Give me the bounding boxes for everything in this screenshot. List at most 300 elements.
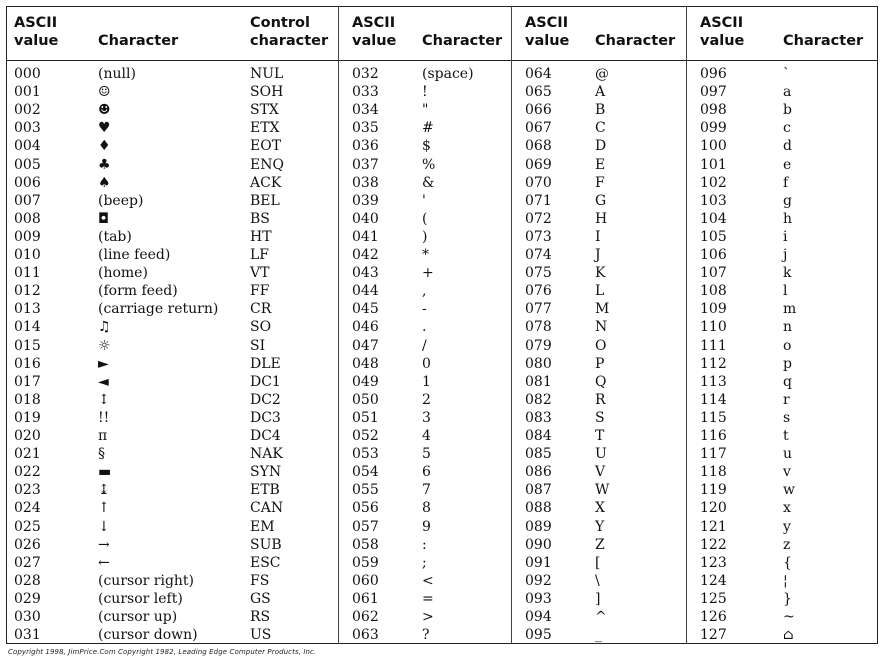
ascii-value: 091 [525, 554, 552, 571]
character: ▬ [98, 464, 112, 481]
control-character: BS [250, 210, 270, 227]
ascii-value: 087 [525, 482, 552, 499]
ascii-value: 076 [525, 283, 552, 300]
character: J [595, 247, 601, 263]
character: 7 [422, 482, 431, 499]
ascii-value: 123 [700, 554, 727, 571]
character: 0 [422, 355, 431, 372]
ascii-value: 115 [700, 409, 727, 426]
control-character: DC1 [250, 373, 281, 390]
ascii-value: 098 [700, 102, 727, 119]
character: (cursor right) [98, 572, 195, 589]
character: q [783, 373, 792, 390]
character: ⌂ [783, 627, 794, 644]
character: 5 [422, 446, 431, 463]
control-character: SI [250, 337, 266, 354]
ascii-value: 083 [525, 409, 552, 426]
control-character: DLE [250, 355, 281, 372]
ascii-value: 009 [14, 228, 41, 245]
ascii-value: 108 [700, 283, 727, 300]
column-divider [338, 6, 339, 644]
ascii-value: 051 [352, 409, 379, 426]
character: ^ [595, 609, 607, 625]
ascii-value: 007 [14, 192, 41, 209]
ascii-value: 033 [352, 84, 379, 101]
ascii-value: 050 [352, 391, 379, 408]
character: d [783, 138, 792, 155]
character: (cursor up) [98, 609, 178, 625]
header-ascii-bottom: value [14, 33, 59, 49]
character: > [422, 609, 434, 625]
character: ( [422, 210, 428, 227]
ascii-value: 122 [700, 536, 727, 553]
ascii-value: 040 [352, 210, 379, 227]
ascii-value: 028 [14, 572, 41, 589]
header-ascii-top: ASCII [700, 15, 744, 31]
character: (space) [422, 66, 474, 82]
ascii-value: 002 [14, 102, 41, 119]
character: D [595, 138, 607, 155]
character: $ [422, 138, 431, 155]
character: 9 [422, 518, 431, 535]
ascii-value: 104 [700, 210, 727, 227]
control-character: ETB [250, 482, 280, 499]
ascii-value: 056 [352, 500, 379, 517]
ascii-value: 048 [352, 355, 379, 372]
character: ~ [783, 609, 795, 625]
ascii-value: 070 [525, 174, 552, 191]
control-character: FS [250, 572, 270, 589]
character: { [783, 554, 792, 571]
copyright-footer: Copyright 1998, JimPrice.Com Copyright 1982, Leading Edge Computer Products, Inc. [8, 648, 317, 656]
ascii-table-frame [6, 6, 878, 644]
ascii-value: 055 [352, 482, 379, 499]
character: ↓ [98, 518, 110, 535]
character: l [783, 283, 788, 300]
character: ` [783, 66, 790, 82]
ascii-value: 072 [525, 210, 552, 227]
character: P [595, 355, 605, 372]
character: ↕ [98, 391, 110, 408]
character: M [595, 301, 610, 318]
character: (form feed) [98, 283, 178, 300]
character: (tab) [98, 228, 132, 245]
ascii-value: 086 [525, 464, 552, 481]
ascii-value: 113 [700, 373, 727, 390]
character: ♥ [98, 120, 111, 137]
ascii-value: 121 [700, 518, 727, 535]
character: U [595, 446, 607, 463]
ascii-value: 126 [700, 609, 727, 625]
header-control-character [250, 14, 328, 50]
ascii-value: 057 [352, 518, 379, 535]
character: ♠ [98, 174, 111, 191]
ascii-value: 000 [14, 66, 41, 82]
ascii-value: 022 [14, 464, 41, 481]
character: T [595, 428, 605, 444]
character: F [595, 174, 605, 191]
ascii-value: 064 [525, 66, 552, 82]
character: t [783, 428, 789, 444]
character: ↑ [98, 500, 110, 517]
ascii-value: 018 [14, 391, 41, 408]
ascii-value: 077 [525, 301, 552, 318]
character: i [783, 228, 788, 245]
header-ascii-top: ASCII [352, 15, 396, 31]
control-character: ETX [250, 120, 280, 137]
character: _ [595, 627, 602, 644]
character: ♫ [98, 319, 111, 336]
control-character: EOT [250, 138, 282, 155]
ascii-value: 001 [14, 84, 41, 101]
control-character: CAN [250, 500, 284, 517]
control-character: CR [250, 301, 272, 318]
ascii-value: 114 [700, 391, 727, 408]
header-control-top: Control [250, 15, 310, 31]
ascii-value: 081 [525, 373, 552, 390]
ascii-value: 063 [352, 627, 379, 644]
ascii-value: 061 [352, 590, 379, 607]
character: 4 [422, 428, 431, 444]
header-character-label: Character [98, 33, 179, 49]
character: ♦ [98, 138, 111, 155]
ascii-value: 065 [525, 84, 552, 101]
control-character: SOH [250, 84, 284, 101]
header-ascii-top: ASCII [14, 15, 58, 31]
character: : [422, 536, 427, 553]
ascii-value: 060 [352, 572, 379, 589]
header-ascii-value [352, 14, 396, 50]
ascii-value: 015 [14, 337, 41, 354]
character: % [422, 156, 436, 173]
character: } [783, 590, 792, 607]
character: @ [595, 66, 609, 82]
character: X [595, 500, 605, 517]
character: - [422, 301, 427, 318]
header-character-label: Character [595, 33, 676, 49]
ascii-value: 099 [700, 120, 727, 137]
ascii-value: 017 [14, 373, 41, 390]
character: 8 [422, 500, 431, 517]
character: → [98, 536, 110, 553]
control-character: ESC [250, 554, 281, 571]
control-character: DC2 [250, 391, 281, 408]
header-rule [6, 60, 878, 61]
character: [ [595, 554, 601, 571]
character: g [783, 192, 792, 209]
ascii-value: 006 [14, 174, 41, 191]
ascii-value: 079 [525, 337, 552, 354]
control-character: FF [250, 283, 270, 300]
ascii-value: 043 [352, 265, 379, 282]
ascii-value: 069 [525, 156, 552, 173]
header-character-label: Character [783, 33, 864, 49]
character: N [595, 319, 608, 336]
character: n [783, 319, 793, 336]
ascii-value: 039 [352, 192, 379, 209]
control-character: ENQ [250, 156, 284, 173]
ascii-value: 042 [352, 247, 379, 263]
ascii-value: 012 [14, 283, 41, 300]
character: k [783, 265, 792, 282]
ascii-value: 038 [352, 174, 379, 191]
ascii-value: 067 [525, 120, 552, 137]
ascii-value: 071 [525, 192, 552, 209]
character: f [783, 174, 789, 191]
character: ↨ [98, 482, 110, 499]
ascii-value: 047 [352, 337, 379, 354]
ascii-value: 046 [352, 319, 379, 336]
character: ♣ [98, 156, 111, 173]
ascii-value: 034 [352, 102, 379, 119]
character: ◄ [98, 373, 109, 390]
character: , [422, 283, 427, 300]
ascii-value: 005 [14, 156, 41, 173]
control-character: US [250, 627, 272, 644]
character: w [783, 482, 795, 499]
character: V [595, 464, 606, 481]
ascii-value: 089 [525, 518, 552, 535]
column-divider [511, 6, 512, 644]
ascii-value: 100 [700, 138, 727, 155]
ascii-value: 032 [352, 66, 379, 82]
character: 6 [422, 464, 431, 481]
ascii-value: 016 [14, 355, 41, 372]
ascii-value: 035 [352, 120, 379, 137]
ascii-value: 088 [525, 500, 552, 517]
control-character: ACK [250, 174, 282, 191]
header-character [783, 32, 863, 50]
ascii-value: 097 [700, 84, 727, 101]
character: s [783, 409, 791, 426]
ascii-value: 119 [700, 482, 727, 499]
character: § [98, 446, 105, 463]
ascii-value: 082 [525, 391, 552, 408]
ascii-value: 094 [525, 609, 552, 625]
character: Z [595, 536, 605, 553]
character: I [595, 228, 601, 245]
ascii-value: 090 [525, 536, 552, 553]
character: < [422, 572, 434, 589]
header-ascii-value [700, 14, 744, 50]
control-character: SO [250, 319, 272, 336]
character: (null) [98, 66, 136, 82]
control-character: GS [250, 590, 271, 607]
control-character: HT [250, 228, 272, 245]
character: E [595, 156, 606, 173]
ascii-value: 024 [14, 500, 41, 517]
control-character: LF [250, 247, 270, 263]
character: K [595, 265, 606, 282]
ascii-value: 066 [525, 102, 552, 119]
ascii-value: 103 [700, 192, 727, 209]
character: L [595, 283, 605, 300]
header-control-bottom: character [250, 33, 329, 49]
ascii-value: 106 [700, 247, 727, 263]
ascii-value: 112 [700, 355, 727, 372]
ascii-value: 054 [352, 464, 379, 481]
ascii-value: 093 [525, 590, 552, 607]
ascii-value: 116 [700, 428, 727, 444]
ascii-value: 021 [14, 446, 41, 463]
ascii-value: 014 [14, 319, 41, 336]
character: W [595, 482, 610, 499]
ascii-value: 003 [14, 120, 41, 137]
character: u [783, 446, 793, 463]
character: m [783, 301, 797, 318]
character: Y [595, 518, 605, 535]
ascii-value: 041 [352, 228, 379, 245]
character: 2 [422, 391, 431, 408]
control-character: DC3 [250, 409, 281, 426]
ascii-value: 095 [525, 627, 552, 644]
character: Q [595, 373, 607, 390]
ascii-value: 025 [14, 518, 41, 535]
character: ☺ [98, 84, 111, 101]
character: 3 [422, 409, 431, 426]
ascii-value: 045 [352, 301, 379, 318]
ascii-value: 010 [14, 247, 41, 263]
control-character: SUB [250, 536, 282, 553]
ascii-value: 013 [14, 301, 41, 318]
ascii-value: 111 [700, 337, 727, 354]
character: G [595, 192, 607, 209]
ascii-value: 036 [352, 138, 379, 155]
header-ascii-value [14, 14, 58, 50]
character: h [783, 210, 793, 227]
header-ascii-bottom: value [525, 33, 570, 49]
ascii-value: 023 [14, 482, 41, 499]
character: C [595, 120, 606, 137]
ascii-value: 118 [700, 464, 727, 481]
header-character [98, 32, 178, 50]
character: ◘ [98, 210, 110, 227]
ascii-value: 011 [14, 265, 41, 282]
ascii-value: 052 [352, 428, 379, 444]
ascii-value: 080 [525, 355, 552, 372]
control-character: NUL [250, 66, 284, 82]
character: * [422, 247, 429, 263]
character: ! [422, 84, 428, 101]
ascii-value: 101 [700, 156, 727, 173]
ascii-value: 109 [700, 301, 727, 318]
ascii-value: 029 [14, 590, 41, 607]
ascii-value: 073 [525, 228, 552, 245]
character: ► [98, 355, 109, 372]
control-character: BEL [250, 192, 280, 209]
character: y [783, 518, 791, 535]
ascii-value: 127 [700, 627, 727, 644]
header-character-label: Character [422, 33, 503, 49]
ascii-value: 075 [525, 265, 552, 282]
character: r [783, 391, 790, 408]
ascii-value: 027 [14, 554, 41, 571]
character: c [783, 120, 791, 137]
header-ascii-bottom: value [352, 33, 397, 49]
ascii-value: 078 [525, 319, 552, 336]
ascii-value: 026 [14, 536, 41, 553]
character: A [595, 84, 606, 101]
control-character: SYN [250, 464, 282, 481]
character: \ [595, 572, 600, 589]
character: ; [422, 554, 427, 571]
control-character: DC4 [250, 428, 281, 444]
character: (cursor down) [98, 627, 198, 644]
character: v [783, 464, 791, 481]
character: (beep) [98, 192, 144, 209]
character: + [422, 265, 434, 282]
ascii-value: 019 [14, 409, 41, 426]
ascii-value: 124 [700, 572, 727, 589]
ascii-value: 107 [700, 265, 727, 282]
column-divider [686, 6, 687, 644]
control-character: EM [250, 518, 275, 535]
character: ] [595, 590, 601, 607]
ascii-value: 092 [525, 572, 552, 589]
ascii-value: 096 [700, 66, 727, 82]
character: S [595, 409, 605, 426]
ascii-value: 102 [700, 174, 727, 191]
character: # [422, 120, 434, 137]
ascii-value: 117 [700, 446, 727, 463]
character: π [98, 428, 108, 444]
ascii-value: 068 [525, 138, 552, 155]
character: a [783, 84, 792, 101]
character: j [783, 247, 788, 263]
ascii-value: 044 [352, 283, 379, 300]
ascii-value: 085 [525, 446, 552, 463]
character: = [422, 590, 434, 607]
ascii-value: 059 [352, 554, 379, 571]
character: !! [98, 409, 110, 426]
ascii-value: 031 [14, 627, 41, 644]
character: z [783, 536, 791, 553]
control-character: NAK [250, 446, 283, 463]
ascii-value: 074 [525, 247, 552, 263]
ascii-value: 120 [700, 500, 727, 517]
character: (cursor left) [98, 590, 183, 607]
character: p [783, 355, 792, 372]
character: ← [98, 554, 110, 571]
character: O [595, 337, 607, 354]
ascii-value: 020 [14, 428, 41, 444]
character: o [783, 337, 792, 354]
ascii-value: 008 [14, 210, 41, 227]
ascii-value: 030 [14, 609, 41, 625]
character: ☼ [98, 337, 111, 354]
character: (line feed) [98, 247, 171, 263]
control-character: RS [250, 609, 271, 625]
header-character [422, 32, 502, 50]
ascii-value: 110 [700, 319, 727, 336]
character: ? [422, 627, 430, 644]
ascii-value: 105 [700, 228, 727, 245]
character: & [422, 174, 435, 191]
header-ascii-bottom: value [700, 33, 745, 49]
character: B [595, 102, 606, 119]
character: ¦ [783, 572, 788, 589]
header-character [595, 32, 675, 50]
character: ☻ [98, 102, 111, 119]
ascii-value: 125 [700, 590, 727, 607]
character: H [595, 210, 608, 227]
character: R [595, 391, 606, 408]
character: e [783, 156, 792, 173]
ascii-value: 004 [14, 138, 41, 155]
character: ) [422, 228, 428, 245]
character: (carriage return) [98, 301, 219, 318]
character: " [422, 102, 429, 119]
